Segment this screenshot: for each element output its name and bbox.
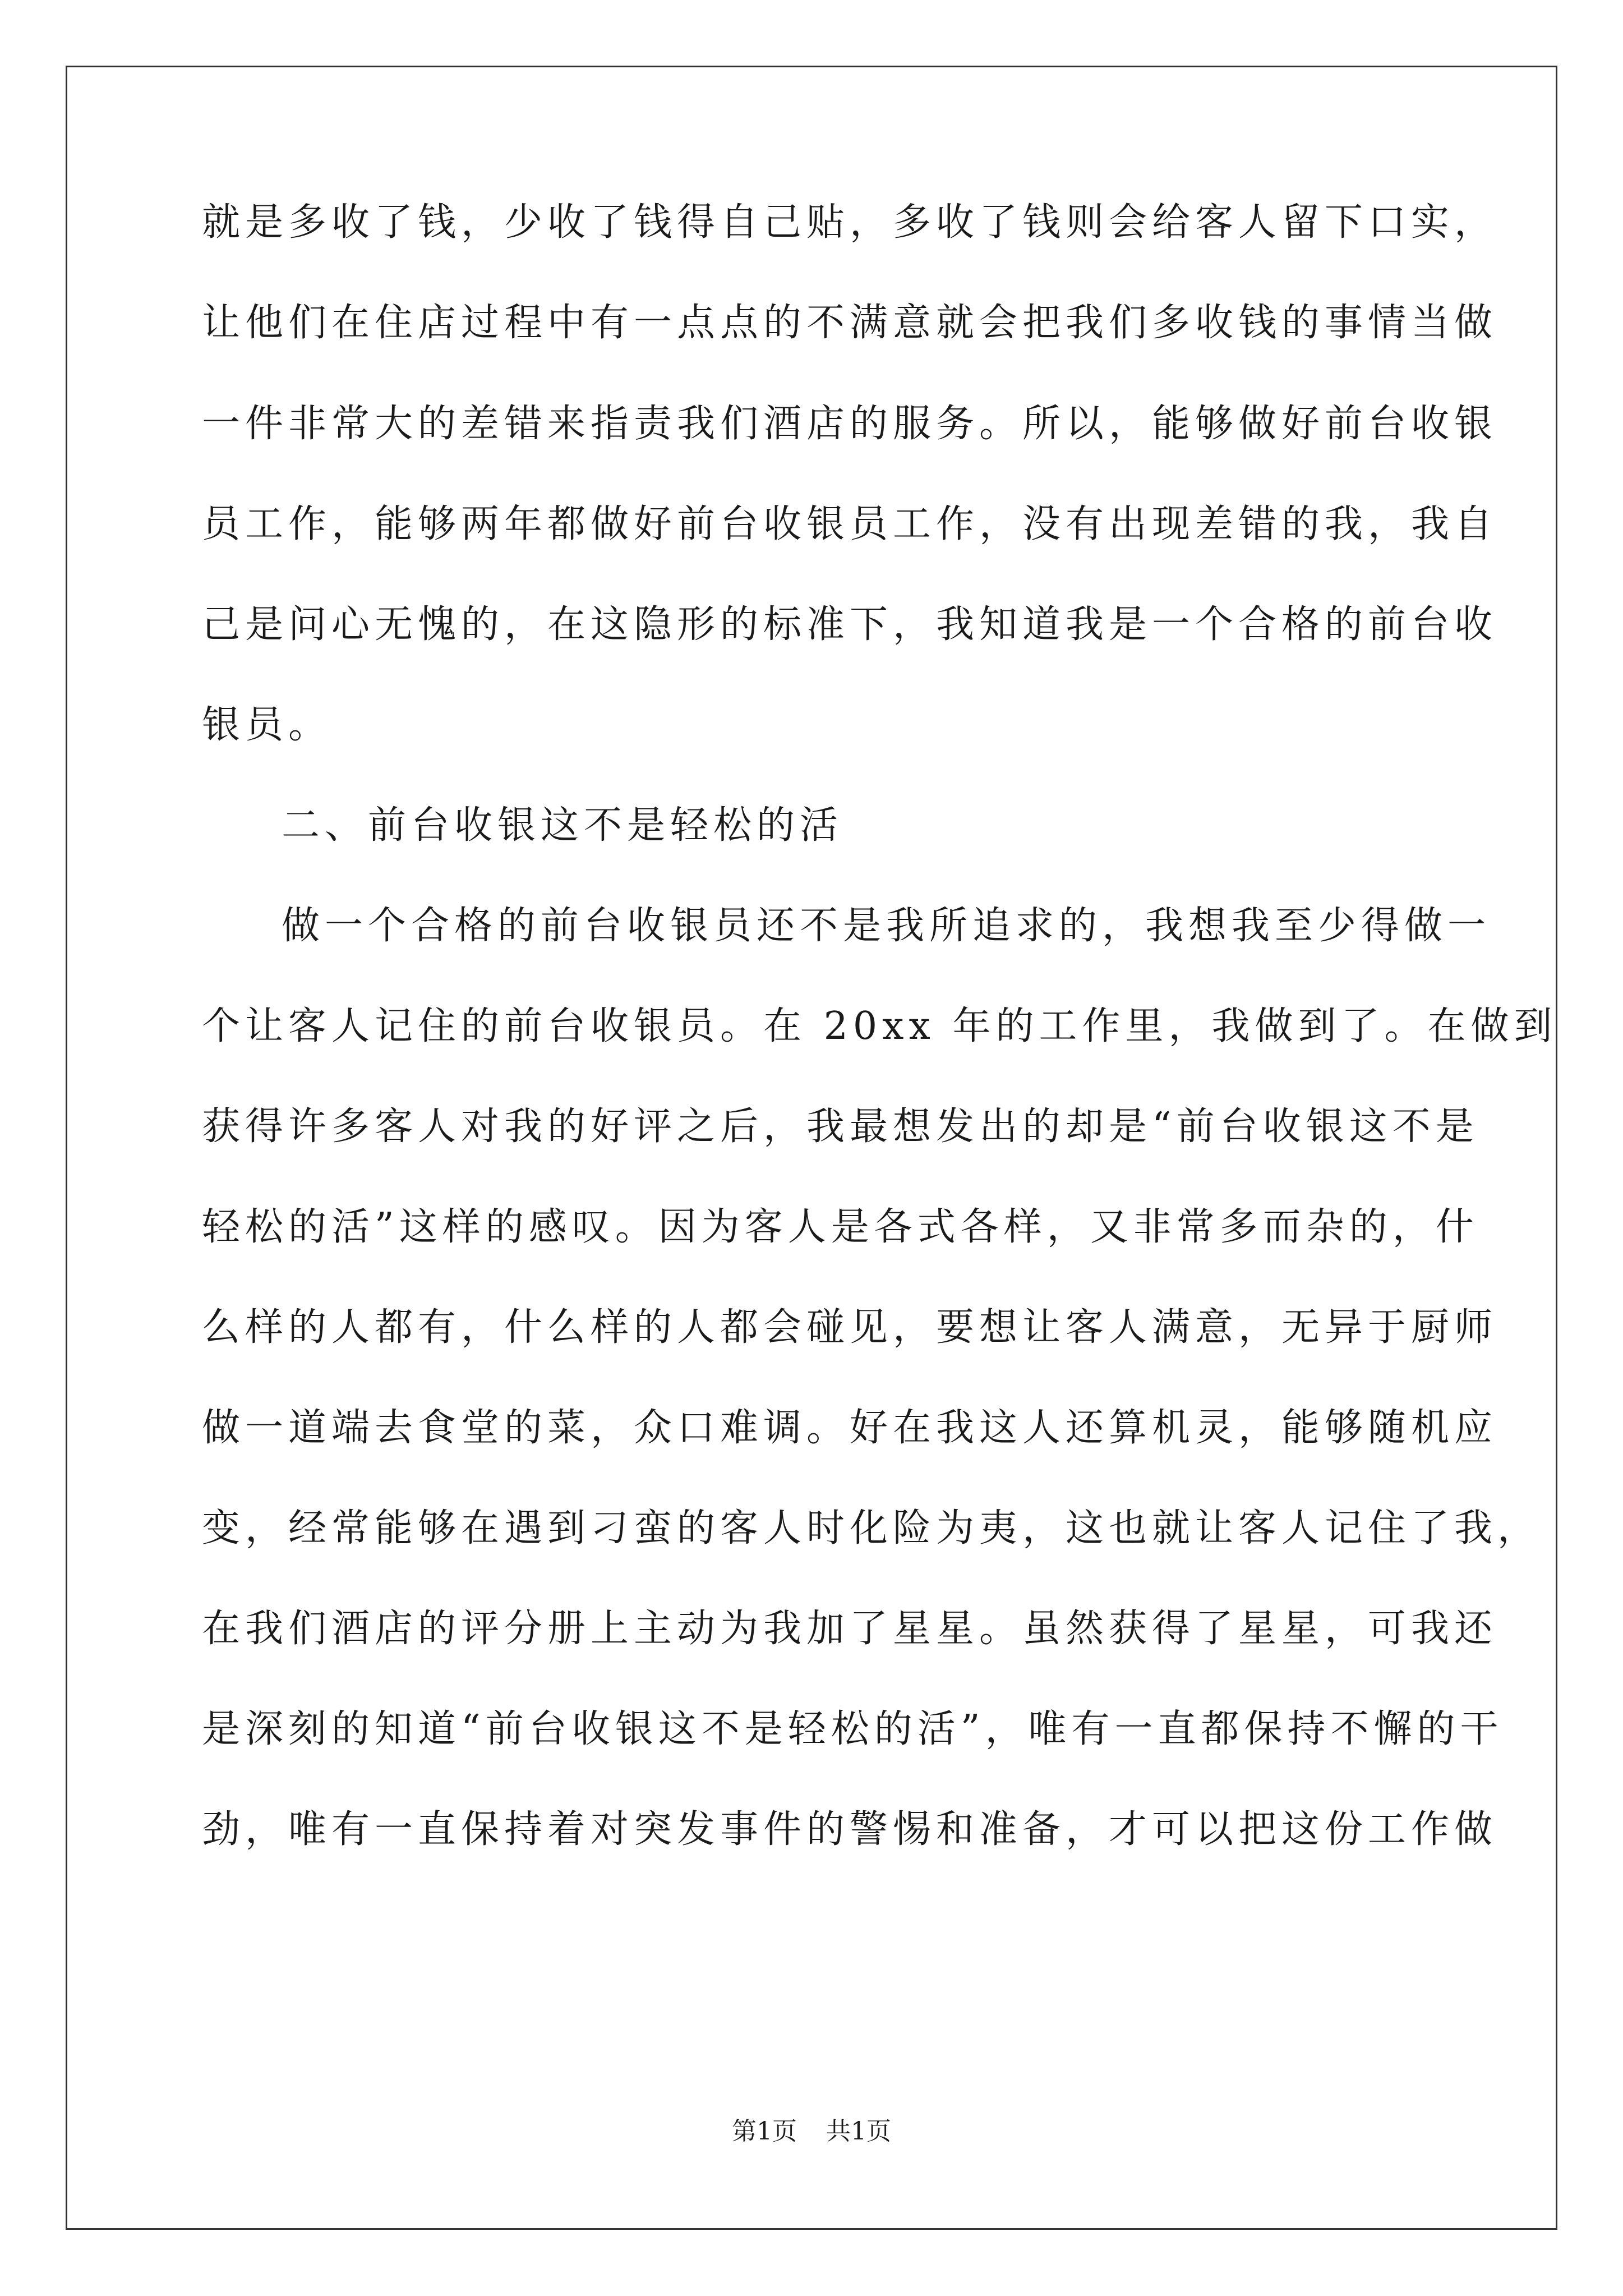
body-line: 做一个合格的前台收银员还不是我所追求的，我想我至少得做一 (282, 904, 1491, 948)
body-line: 在我们酒店的评分册上主动为我加了星星。虽然获得了星星，可我还 (202, 1607, 1498, 1651)
body-line: 是深刻的知道“前台收银这不是轻松的活”，唯有一直都保持不懈的干 (202, 1707, 1504, 1751)
body-line: 劲，唯有一直保持着对突发事件的警惕和准备，才可以把这份工作做 (202, 1807, 1498, 1852)
body-line: 变，经常能够在遇到刁蛮的客人时化险为夷，这也就让客人记住了我， (202, 1506, 1541, 1550)
body-line: 银员。 (202, 703, 332, 747)
page-number: 第1页 (732, 2117, 797, 2146)
body-line: 个让客人记住的前台收银员。在 20xx 年的工作里，我做到了。在做到 (202, 1004, 1557, 1048)
body-line: 获得许多客人对我的好评之后，我最想发出的却是“前台收银这不是 (202, 1105, 1479, 1149)
body-line: 员工作，能够两年都做好前台收银员工作，没有出现差错的我，我自 (202, 502, 1498, 546)
body-line: 一件非常大的差错来指责我们酒店的服务。所以，能够做好前台收银 (202, 402, 1498, 446)
section-heading: 二、前台收银这不是轻松的活 (282, 803, 843, 848)
page-total: 共1页 (826, 2117, 891, 2146)
body-line: 做一道端去食堂的菜，众口难调。好在我这人还算机灵，能够随机应 (202, 1406, 1498, 1450)
body-line: 己是问心无愧的，在这隐形的标准下，我知道我是一个合格的前台收 (202, 602, 1498, 647)
body-line: 轻松的活”这样的感叹。因为客人是各式各样，又非常多而杂的，什 (202, 1205, 1479, 1249)
body-line: 就是多收了钱，少收了钱得自己贴，多收了钱则会给客人留下口实， (202, 200, 1498, 245)
body-line: 么样的人都有，什么样的人都会碰见，要想让客人满意，无异于厨师 (202, 1305, 1498, 1350)
body-line: 让他们在住店过程中有一点点的不满意就会把我们多收钱的事情当做 (202, 301, 1498, 345)
page-footer (0, 2115, 1623, 2148)
